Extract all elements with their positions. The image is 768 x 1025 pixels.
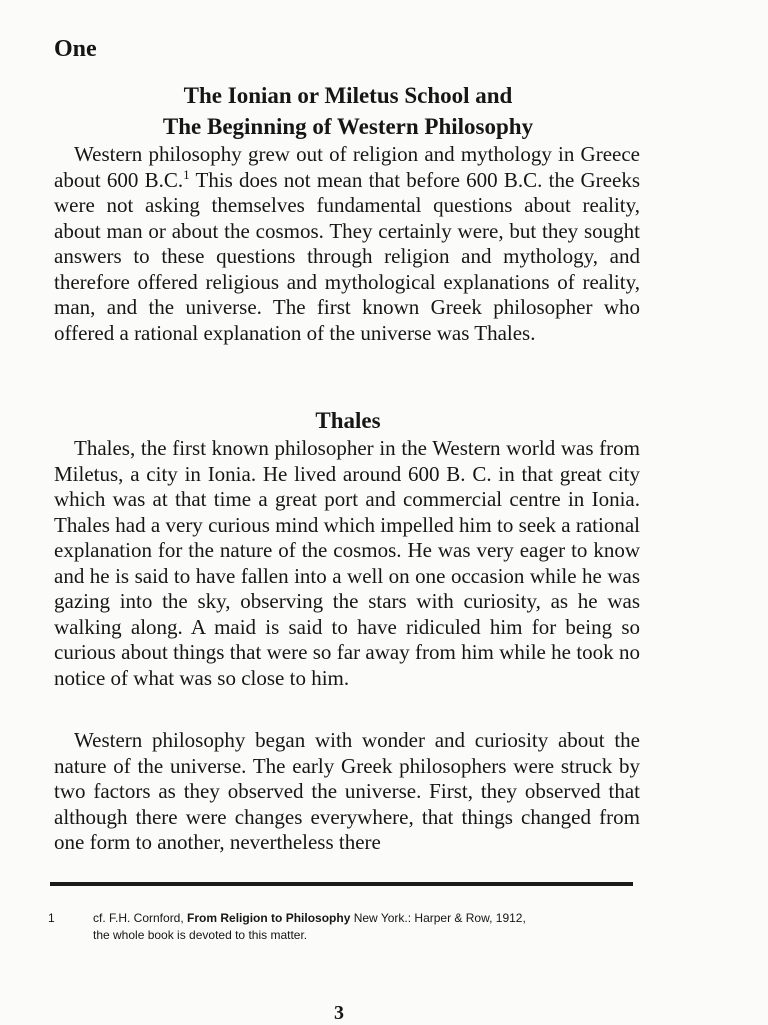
section-heading-thales: Thales — [315, 408, 381, 433]
chapter-title — [54, 80, 642, 142]
paragraph-wonder: Western philosophy began with wonder and curiosity about the nature of the universe. The early Greek philosophers were struck by two factors as they observed the universe. First, they observed that although there were changes everywhere, that things changed from one form to another, nevertheless there — [54, 728, 640, 854]
footnote-divider — [50, 882, 633, 886]
paragraph-intro-start: Western philosophy grew out of religion and mythology in Greece about 600 B.C. — [54, 142, 640, 192]
page-number: 3 — [334, 1002, 344, 1024]
footnote-marker: 1 — [48, 911, 55, 925]
chapter-title-line-2: The Beginning of Western Philosophy — [162, 114, 534, 139]
footnote-suffix: New York.: Harper & Row, 1912, — [350, 911, 526, 925]
chapter-title-line-1: The Ionian or Miletus School and — [183, 83, 513, 108]
footnote-line-2: the whole book is devoted to this matter. — [93, 928, 308, 942]
paragraph-intro — [54, 142, 640, 346]
paragraph-thales: Thales, the first known philosopher in the Western world was from Miletus, a city in Ionia. He lived around 600 B. C. in that great city which was at that time a great port and commercial centre in Ionia. Thales had a very curious mind which impelled him to seek a rational explanation for the nature of the cosmos. He was very eager to know and he is said to have fallen into a well on one occasion while he was gazing into the sky, observing the stars with curiosity, as he was walking along. A maid is said to have ridiculed him for being so curious about things that were so far away from him while he took no notice of what was so close to him. — [54, 436, 640, 690]
footnote — [48, 910, 628, 944]
chapter-label: One — [54, 36, 97, 62]
paragraph-intro-rest: This does not mean that before 600 B.C. the Greeks were not asking themselves fundamental questions about reality, about man or about the cosmos. They certainly were, but they sought answers to these questions through religion and mythology, and therefore offered religious and mythological explanations of reality, man, and the universe. The first known Greek philosopher who offered a rational explanation of the universe was Thales. — [54, 167, 640, 345]
footnote-book-title: From Religion to Philosophy — [187, 911, 351, 925]
footnote-line-1 — [93, 910, 628, 927]
footnote-prefix: cf. F.H. Cornford, — [93, 911, 188, 925]
footnote-reference[interactable]: 1 — [183, 166, 190, 182]
